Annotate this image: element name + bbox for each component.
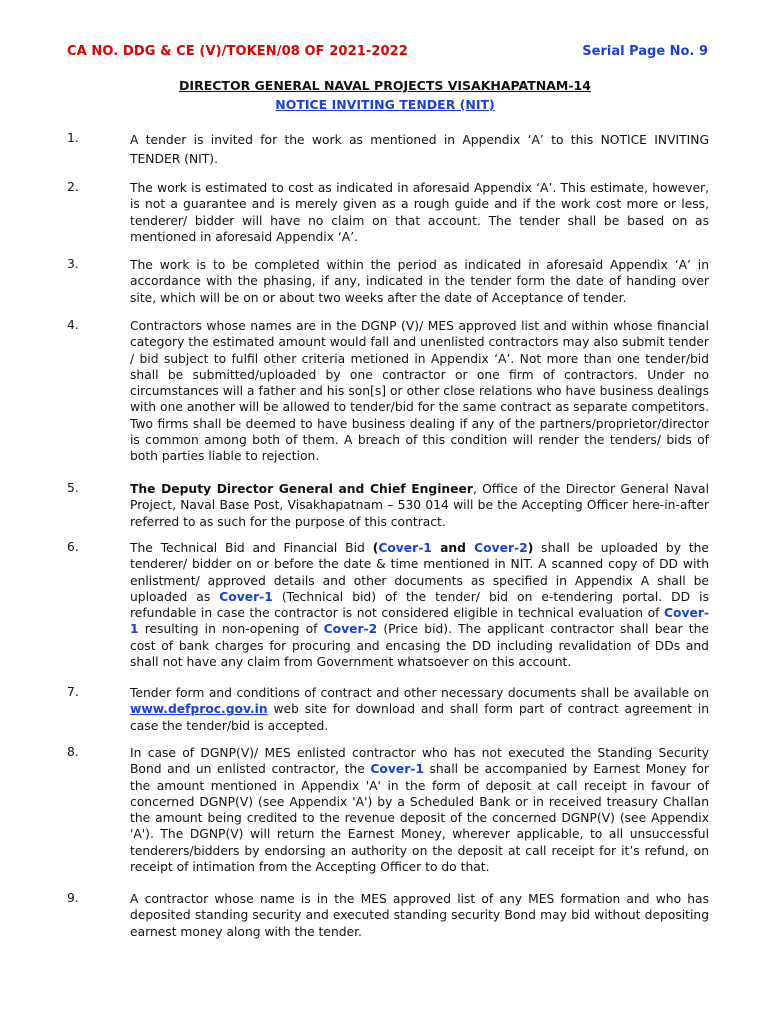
- item-number: 6.: [67, 540, 79, 554]
- list-item-2: [67, 180, 709, 245]
- item-number: 8.: [67, 745, 79, 759]
- list-item-1: [67, 131, 709, 169]
- contract-reference: CA NO. DDG & CE (V)/TOKEN/08 OF 2021-2022: [67, 44, 408, 59]
- list-item-8: [67, 745, 709, 875]
- item-number: 7.: [67, 685, 79, 699]
- item-text: The work is estimated to cost as indicated in aforesaid Appendix ‘A’. This estimate, however, is not a guarantee and is merely given as a rough guide and if the work cost more or less, tenderer/ bidder will have no claim on that account. The tender shall be based on as mentioned in aforesaid Appendix ‘A’.: [130, 181, 709, 244]
- serial-page-number: Serial Page No. 9: [582, 44, 708, 59]
- list-item-9: [67, 891, 709, 940]
- list-item-4: [67, 318, 709, 465]
- list-item-6: [67, 540, 709, 670]
- item-number: 9.: [67, 891, 79, 905]
- item-text: Contractors whose names are in the DGNP (V)/ MES approved list and within whose financial category the estimated amount would fall and unenlisted contractors may also submit tender / bid subject to fulfil other criteria metioned in Appendix ‘A’. Not more than one tender/bid shall be submitted/uploaded by one contractor or one firm of contractors. Under no circumstances will a father and his son[s] or other close relations who have business dealings with one another will be allowed to tender/bid for the same contract as separate competitors. Two firms shall be deemed to have business dealing if any of the partners/proprietor/director is common among both of them. A breach of this condition will render the tenders/ bids of both parties liable to rejection.: [130, 319, 709, 464]
- document-subtitle: NOTICE INVITING TENDER (NIT): [275, 97, 495, 112]
- document-title: DIRECTOR GENERAL NAVAL PROJECTS VISAKHAPATNAM-14: [179, 78, 591, 93]
- cover-1-label: Cover-1: [130, 606, 709, 637]
- cover-1-label: Cover-1: [219, 589, 273, 604]
- cover-2-label: Cover-2: [323, 622, 378, 637]
- accepting-officer-title: The Deputy Director General and Chief Engineer: [130, 482, 473, 496]
- item-text: The work is to be completed within the period as indicated in aforesaid Appendix ‘A’ in accordance with the phasing, if any, indicated in the tender form the date of handing over site, which will be on or about two weeks after the date of Acceptance of tender.: [130, 258, 709, 305]
- cover-1-label: Cover-1: [370, 762, 424, 777]
- item-text: In case of DGNP(V)/ MES enlisted contractor who has not executed the Standing Security Bond and un enlisted contractor, the Cover-1 shall be accompanied by Earnest Money for the amount mentioned in Appendix 'A' in the form of deposit at call receipt in favour of concerned DGNP(V) (see Appendix 'A') by a Scheduled Bank or in received treasury Challan the amount being credited to the revenue deposit of the concerned DGNP(V) (see Appendix 'A'). The DGNP(V) will return the Earnest Money, wherever applicable, to all unsuccessful tenderers/bidders by endorsing an authority on the deposit at call receipt for it’s refund, on receipt of intimation from the Accepting Officer to do that.: [130, 746, 709, 875]
- item-number: 1.: [67, 131, 79, 145]
- list-item-5: [67, 481, 709, 530]
- item-number: 3.: [67, 257, 79, 271]
- cover-2-label: Cover-2: [474, 541, 528, 555]
- item-number: 5.: [67, 481, 79, 495]
- item-text: The Technical Bid and Financial Bid (Cover-1 and Cover-2) shall be uploaded by the tenderer/ bidder on or before the date & time mentioned in NIT. A scanned copy of DD with enlistment/ approved details and other documents as specified in Appendix A shall be uploaded as Cover-1 (Technical bid) of the tender/ bid on e-tendering portal. DD is refundable in case the contractor is not considered eligible in technical evaluation of Cover-1 resulting in non-opening of Cover-2 (Price bid). The applicant contractor shall bear the cost of bank charges for procuring and encasing the DD including revalidation of DDs and shall not have any claim from Government whatsoever on this account.: [130, 541, 709, 670]
- item-text: The Deputy Director General and Chief Engineer, Office of the Director General Naval Project, Naval Base Post, Visakhapatnam – 530 014 will be the Accepting Officer here-in-after referred to as such for the purpose of this contract.: [130, 482, 709, 529]
- item-text: A tender is invited for the work as mentioned in Appendix ‘A’ to this NOTICE INVITING TENDER (NIT).: [130, 133, 709, 166]
- list-item-3: [67, 257, 709, 306]
- item-number: 2.: [67, 180, 79, 194]
- item-text: Tender form and conditions of contract and other necessary documents shall be available on www.defproc.gov.in web site for download and shall form part of contract agreement in case the tender/bid is accepted.: [130, 686, 709, 733]
- defproc-link[interactable]: www.defproc.gov.in: [130, 702, 268, 717]
- item-number: 4.: [67, 318, 79, 332]
- item-text: A contractor whose name is in the MES approved list of any MES formation and who has deposited standing security and executed standing security Bond may bid without depositing earnest money along with the tender.: [130, 892, 709, 939]
- cover-1-label: Cover-1: [378, 541, 432, 555]
- list-item-7: [67, 685, 709, 734]
